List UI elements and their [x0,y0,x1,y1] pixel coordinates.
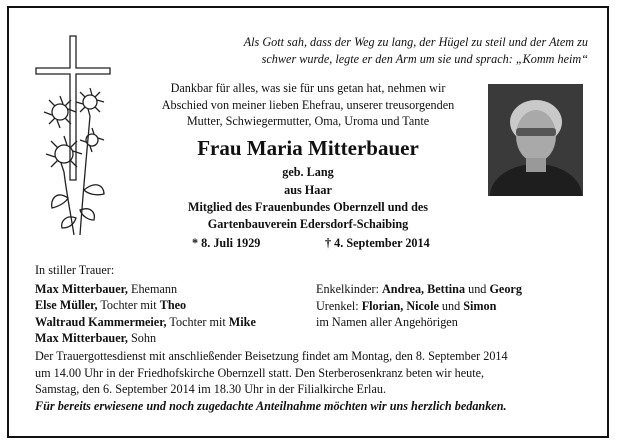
born-name: geb. Lang [282,165,334,179]
all-relatives: im Namen aller Angehörigen [316,315,458,329]
mourner-relation: Sohn [127,331,157,345]
mourner-name: Else Müller, [35,298,98,312]
origin: aus Haar [284,183,332,197]
mourner-name: Waltraud Kammermeier, [35,314,167,329]
great-grandchildren [316,298,522,315]
greatgrand-and: und [438,298,464,313]
thanks-line: Für bereits erwiesene und noch zugedachte Anteilnahme möchten wir uns herzlich bedanken. [35,398,507,413]
death-date: † 4. September 2014 [325,236,430,250]
service-info [35,348,508,414]
grandchildren-last: Georg [489,282,522,296]
list-item [35,330,256,347]
grandchildren-and: und [465,282,490,296]
membership [130,199,486,232]
membership-line-2: Gartenbauverein Edersdorf-Schaibing [207,216,409,231]
deceased-name: Frau Maria Mitterbauer [197,136,419,160]
list-item [35,297,256,314]
list-item [35,281,256,298]
footer-line-3: Samstag, den 6. September 2014 im 18.30 Uhr in der Filialkirche Erlau. [35,382,386,396]
mourners-heading: In stiller Trauer: [35,263,115,277]
quote-line-2: schwer wurde, legte er den Arm um sie und sprach: „Komm heim“ [261,51,588,66]
quote-line-1: Als Gott sah, dass der Weg zu lang, der Hügel zu steil und der Atem zu [243,35,588,49]
list-item [35,314,256,331]
intro-line-2: Abschied von meiner lieben Ehefrau, unserer treusorgenden [161,97,455,112]
mourner-partner: Mike [228,314,256,329]
grandchildren-names: Andrea, Bettina [382,282,466,296]
grandchildren [316,281,522,298]
portrait-photo [488,84,583,196]
membership-line-1: Mitglied des Frauenbundes Obernzell und des [187,200,429,214]
family-list [316,281,522,331]
footer-line-2: um 14.00 Uhr in der Friedhofskirche Obernzell statt. Den Sterberosenkranz beten wir heute, [35,365,485,380]
greatgrand-last: Simon [463,298,497,313]
mourner-relation: Ehemann [127,281,178,296]
greatgrand-names: Florian, Nicole [361,298,439,313]
mourner-partner: Theo [159,298,187,312]
mourner-relation: Tochter mit [166,314,229,329]
opening-quote [244,34,588,67]
mourner-relation: Tochter mit [97,298,160,312]
mourner-name: Max Mitterbauer, [35,281,128,296]
mourner-name: Max Mitterbauer, [35,331,128,345]
intro-line-3: Mutter, Schwiegermutter, Oma, Uroma und Tante [186,114,430,128]
grandchildren-label: Enkelkinder: [316,282,382,296]
birth-date: * 8. Juli 1929 [192,236,261,250]
farewell-intro [130,80,486,130]
cross-with-sunflowers-icon [30,30,118,250]
mourners-list [35,262,256,347]
greatgrand-label: Urenkel: [316,298,362,313]
footer-line-1: Der Trauergottesdienst mit anschließender Beisetzung findet am Montag, den 8. September 2014 [35,349,508,363]
intro-line-1: Dankbar für alles, was sie für uns getan hat, nehmen wir [170,81,446,95]
portrait-photo-drawing [488,84,583,196]
